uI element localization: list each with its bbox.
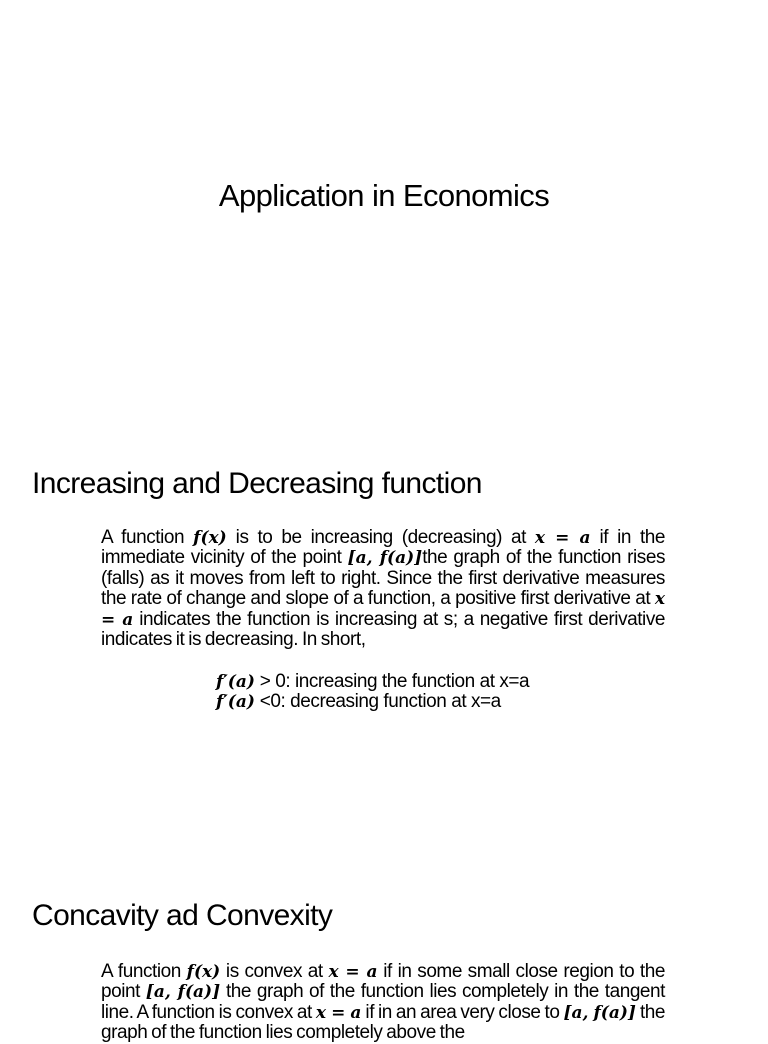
paragraph-text: the graph of the function lies completely above the xyxy=(101,1001,666,1044)
formula-text: <0: decreasing function at x=a xyxy=(254,691,501,712)
paragraph-text: if in some small close region to the point xyxy=(101,961,665,1003)
math-expression: x = a xyxy=(328,962,378,982)
paragraph-text: the graph of the function rises (falls) as it moves from left to right. Since the first derivative measures the rate of change and slope of a function, a positive first derivative at xyxy=(101,547,666,610)
math-expression: x = a xyxy=(534,528,591,548)
paragraph-text: is to be increasing (decreasing) at xyxy=(226,527,535,548)
math-expression: x = a xyxy=(315,1002,362,1023)
concavity-convexity-paragraph xyxy=(101,962,665,1044)
paragraph-text: A function xyxy=(101,527,194,548)
increasing-decreasing-paragraph xyxy=(101,528,665,650)
math-expression: [a, f(a)] xyxy=(145,982,221,1003)
paragraph-text: the graph of the function lies completely in the tangent line. A function is convex at xyxy=(101,981,665,1023)
paragraph-text: A function xyxy=(101,961,187,982)
math-expression: x = a xyxy=(101,589,665,630)
math-expression: f′(a) xyxy=(216,672,255,692)
paragraph-text: indicates the function is increasing at s; a negative first derivative indicates it is decreasing. In short, xyxy=(101,608,665,651)
formula-text: > 0: increasing the function at x=a xyxy=(254,671,530,692)
math-expression: f(x) xyxy=(193,528,227,548)
math-expression: f′(a) xyxy=(216,692,255,712)
paragraph-text: is convex at xyxy=(220,961,329,982)
math-expression: [a, f(a)] xyxy=(563,1002,636,1023)
math-expression: [a, f(a)] xyxy=(347,548,423,569)
paragraph-text: if in the immediate vicinity of the point xyxy=(101,527,666,569)
section-heading-increasing-decreasing: Increasing and Decreasing function xyxy=(32,467,482,500)
formula-decreasing xyxy=(216,692,501,712)
formula-increasing xyxy=(216,672,529,692)
page-title: Application in Economics xyxy=(218,178,550,213)
section-heading-concavity-convexity: Concavity ad Convexity xyxy=(32,899,333,932)
math-expression: f(x) xyxy=(186,962,221,982)
paragraph-text: if in an area very close to xyxy=(361,1001,564,1023)
